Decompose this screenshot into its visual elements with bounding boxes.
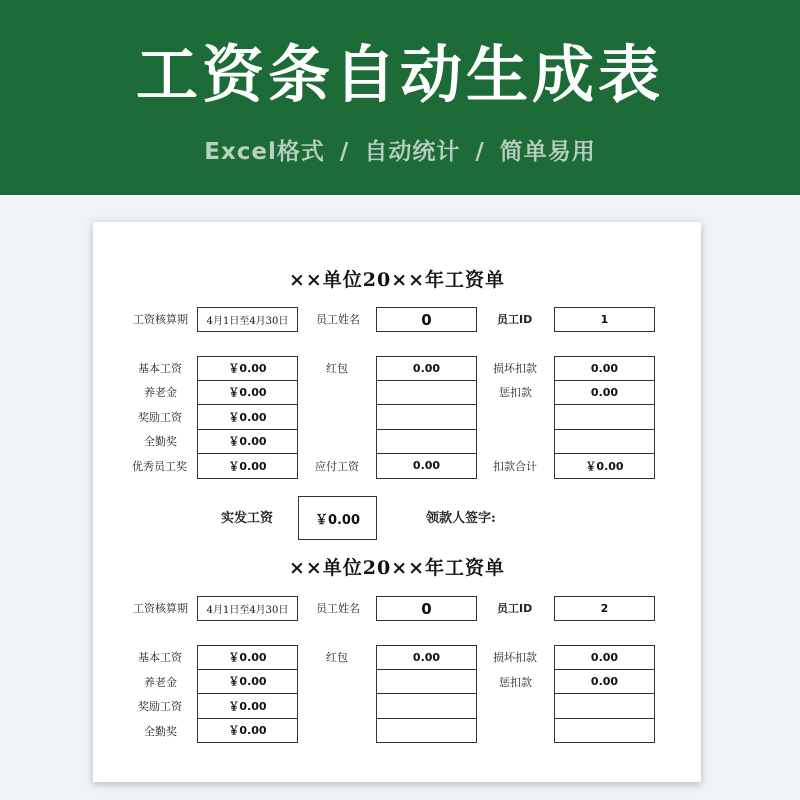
bonus-label: 奖励工资 — [138, 411, 182, 424]
name-field[interactable]: 0 — [376, 596, 477, 621]
red-packet-value[interactable]: 0.00 — [376, 356, 477, 381]
attendance-label: 全勤奖 — [144, 725, 177, 738]
name-label: 员工姓名 — [316, 602, 360, 615]
basic-value[interactable]: ￥0.00 — [197, 645, 298, 670]
basic-label: 基本工资 — [138, 362, 182, 375]
deduction-total-value[interactable]: ￥0.00 — [554, 454, 655, 479]
slip-title: ××单位20××年工资单 — [288, 269, 506, 291]
bonus-value[interactable]: ￥0.00 — [197, 405, 298, 430]
name-field[interactable]: 0 — [376, 307, 477, 332]
payable-value[interactable]: 0.00 — [376, 454, 477, 479]
signature-label: 领款人签字: — [426, 511, 496, 526]
deduction-cell[interactable] — [554, 405, 655, 430]
middle-cell[interactable] — [376, 694, 477, 719]
red-packet-label: 红包 — [326, 651, 348, 664]
income-column — [197, 356, 298, 479]
excellent-label: 优秀员工奖 — [132, 460, 187, 473]
deduction-total-label: 扣款合计 — [493, 460, 537, 473]
slip-title: ××单位20××年工资单 — [288, 557, 506, 579]
deduction-cell[interactable] — [554, 430, 655, 455]
middle-cell[interactable] — [376, 719, 477, 744]
bonus-value[interactable]: ￥0.00 — [197, 694, 298, 719]
deduction-column — [554, 645, 655, 743]
period-label: 工资核算期 — [133, 602, 188, 615]
damage-value[interactable]: 0.00 — [554, 645, 655, 670]
middle-cell[interactable] — [376, 405, 477, 430]
damage-label: 损坏扣款 — [493, 651, 537, 664]
name-label: 员工姓名 — [316, 313, 360, 326]
pension-value[interactable]: ￥0.00 — [197, 670, 298, 695]
pension-label: 养老金 — [144, 386, 177, 399]
attendance-value[interactable]: ￥0.00 — [197, 719, 298, 744]
attendance-value[interactable]: ￥0.00 — [197, 430, 298, 455]
payslip-sheet — [93, 222, 701, 782]
id-field[interactable]: 2 — [554, 596, 655, 621]
damage-value[interactable]: 0.00 — [554, 356, 655, 381]
excellent-value[interactable]: ￥0.00 — [197, 454, 298, 479]
deduction-column — [554, 356, 655, 479]
penalty-value[interactable]: 0.00 — [554, 670, 655, 695]
payable-label: 应付工资 — [315, 460, 359, 473]
damage-label: 损坏扣款 — [493, 362, 537, 375]
basic-value[interactable]: ￥0.00 — [197, 356, 298, 381]
income-column — [197, 645, 298, 743]
red-packet-value[interactable]: 0.00 — [376, 645, 477, 670]
deduction-cell[interactable] — [554, 719, 655, 744]
net-pay-value[interactable]: ￥0.00 — [298, 496, 377, 540]
middle-cell[interactable] — [376, 430, 477, 455]
id-field[interactable]: 1 — [554, 307, 655, 332]
banner-subtitle: Excel格式 / 自动统计 / 简单易用 — [204, 139, 596, 165]
deduction-cell[interactable] — [554, 694, 655, 719]
banner-title: 工资条自动生成表 — [135, 38, 664, 111]
red-packet-label: 红包 — [326, 362, 348, 375]
attendance-label: 全勤奖 — [144, 435, 177, 448]
middle-cell[interactable] — [376, 670, 477, 695]
middle-cell[interactable] — [376, 381, 477, 406]
middle-column — [376, 356, 477, 479]
id-label: 员工ID — [497, 602, 533, 615]
period-field[interactable]: 4月1日至4月30日 — [197, 596, 298, 621]
pension-label: 养老金 — [144, 676, 177, 689]
middle-column — [376, 645, 477, 743]
period-label: 工资核算期 — [133, 313, 188, 326]
basic-label: 基本工资 — [138, 651, 182, 664]
id-label: 员工ID — [497, 313, 533, 326]
penalty-label: 惩扣款 — [499, 676, 532, 689]
bonus-label: 奖励工资 — [138, 700, 182, 713]
net-pay-label: 实发工资 — [221, 511, 274, 526]
period-field[interactable]: 4月1日至4月30日 — [197, 307, 298, 332]
penalty-value[interactable]: 0.00 — [554, 381, 655, 406]
header-banner — [0, 0, 800, 195]
pension-value[interactable]: ￥0.00 — [197, 381, 298, 406]
penalty-label: 惩扣款 — [499, 386, 532, 399]
